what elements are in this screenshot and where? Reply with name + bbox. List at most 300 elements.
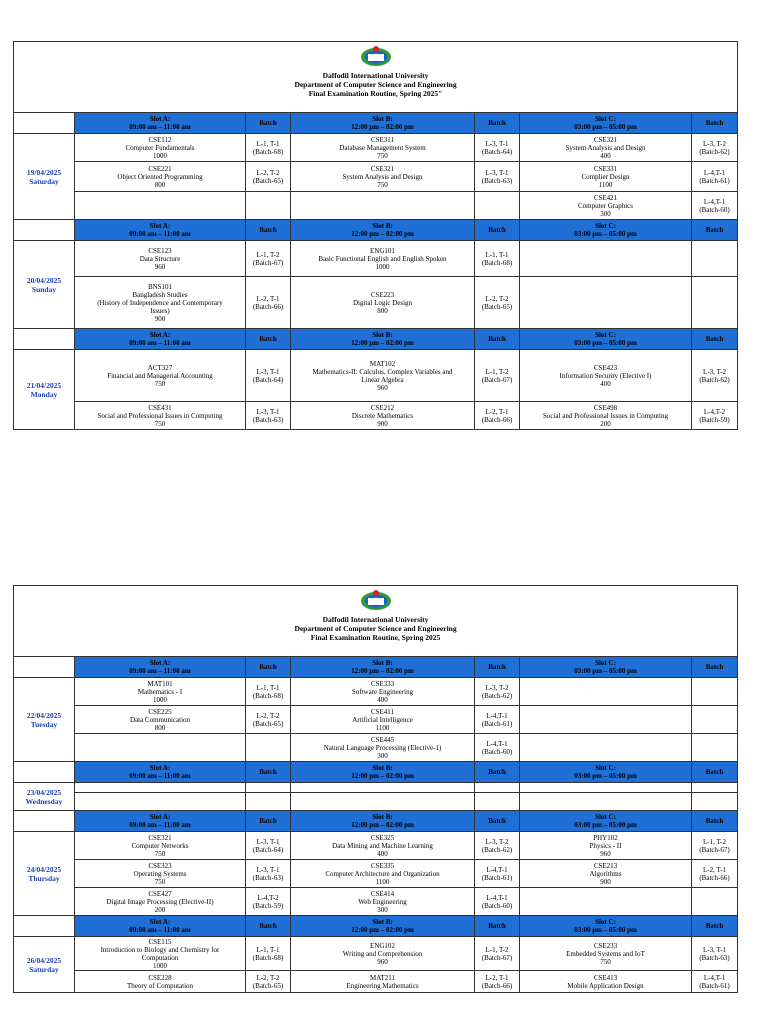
- batch-line: L-1, T-2: [256, 250, 280, 259]
- batch-cell: [475, 832, 520, 860]
- slot-label: Slot B:: [372, 764, 393, 772]
- course-line: Financial and Managerial Accounting: [107, 371, 213, 380]
- course-cell: [291, 350, 475, 402]
- batch-cell: [246, 162, 291, 192]
- course-line: CSE321: [370, 164, 395, 173]
- course-cell: [291, 678, 475, 706]
- exam-row: [14, 937, 738, 971]
- course-line: Mathematics - I: [137, 687, 183, 696]
- slot-time: 03:00 pm – 05:00 pm: [574, 339, 637, 347]
- exam-row: [14, 793, 738, 811]
- slot-time: 03:00 pm – 05:00 pm: [574, 230, 637, 238]
- batch-cell: [246, 277, 291, 329]
- batch-header: [475, 329, 520, 350]
- exam-date-cell: [14, 134, 75, 220]
- exam-date: 24/04/2025: [26, 864, 62, 874]
- batch-header: [475, 916, 520, 937]
- course-line: 750: [600, 957, 611, 966]
- exam-date-cell: [14, 937, 75, 993]
- slot-time: 09:00 am – 11:00 am: [129, 123, 191, 131]
- course-cell: [75, 706, 246, 734]
- slot-time: 03:00 pm – 05:00 pm: [574, 667, 637, 675]
- course-line: Basic Functional English and English Spoken: [318, 254, 447, 263]
- course-cell: [291, 860, 475, 888]
- slot-b-header: [291, 329, 475, 350]
- slot-label: Slot B:: [372, 115, 393, 123]
- header-block: [14, 42, 738, 113]
- batch-header-label: Batch: [488, 226, 506, 234]
- batch-cell: [692, 860, 738, 888]
- course-cell: [75, 888, 246, 916]
- batch-line: L-3, T-1: [256, 865, 280, 874]
- batch-line: (Batch-66): [481, 415, 513, 424]
- batch-cell: [246, 783, 291, 793]
- course-cell: [291, 783, 475, 793]
- batch-header-label: Batch: [705, 119, 724, 127]
- batch-line: L-3, T-1: [256, 837, 280, 846]
- course-line: CSE325: [370, 833, 395, 842]
- batch-line: L-2, T-1: [703, 865, 726, 874]
- slot-c-header: [520, 916, 692, 937]
- course-line: 400: [600, 379, 611, 388]
- batch-line: (Batch-60): [699, 205, 730, 214]
- course-line: CSE323: [148, 861, 172, 870]
- exam-date-cell: [14, 783, 75, 811]
- course-line: MAT101: [147, 679, 173, 688]
- course-line: CSE421: [593, 193, 618, 202]
- batch-header: [692, 811, 738, 832]
- batch-line: (Batch-62): [699, 375, 730, 384]
- batch-cell: [475, 277, 520, 329]
- batch-line: L-3, T-2: [703, 367, 726, 376]
- batch-cell: [246, 241, 291, 277]
- exam-day: Wednesday: [25, 796, 63, 806]
- course-line: CSE115: [148, 937, 172, 946]
- course-line: (History of Independence and Contemporary: [97, 298, 223, 307]
- batch-line: (Batch-60): [481, 747, 513, 756]
- batch-line: (Batch-68): [252, 953, 284, 962]
- course-line: 1000: [153, 961, 167, 970]
- batch-cell: [246, 860, 291, 888]
- slot-label: Slot C:: [595, 222, 616, 230]
- course-cell: [520, 134, 692, 162]
- course-line: Artificial Intelligence: [352, 715, 413, 724]
- slot-c-header: [520, 220, 692, 241]
- exam-date: 22/04/2025: [26, 710, 62, 720]
- batch-header-label: Batch: [488, 119, 506, 127]
- course-line: Theory of Computation: [126, 981, 194, 990]
- university-logo: [359, 588, 393, 612]
- course-line: CSE228: [148, 973, 172, 982]
- course-line: Physics - II: [589, 841, 622, 850]
- routine-title: Final Examination Routine, Spring 2025: [310, 633, 441, 642]
- course-cell: [75, 134, 246, 162]
- batch-header: [692, 329, 738, 350]
- slot-header-blank: [14, 657, 75, 678]
- exam-row: [14, 678, 738, 706]
- batch-cell: [246, 402, 291, 430]
- routine-page-1: [13, 41, 737, 430]
- batch-line: L-2, T-1: [485, 407, 509, 416]
- course-cell: [520, 277, 692, 329]
- slot-header-row: [14, 220, 738, 241]
- slot-label: Slot C:: [595, 115, 616, 123]
- course-line: 750: [154, 379, 166, 388]
- batch-line: (Batch-65): [252, 176, 284, 185]
- batch-header-label: Batch: [705, 817, 724, 825]
- course-line: CSE431: [148, 403, 172, 412]
- batch-cell: [475, 783, 520, 793]
- batch-line: (Batch-64): [481, 147, 513, 156]
- batch-header: [692, 657, 738, 678]
- batch-header-label: Batch: [705, 226, 724, 234]
- course-line: 400: [600, 151, 611, 160]
- batch-cell: [475, 678, 520, 706]
- course-line: MAT102: [369, 359, 396, 368]
- course-cell: [75, 402, 246, 430]
- course-cell: [520, 162, 692, 192]
- course-line: Engineering Mathematics: [346, 981, 419, 990]
- slot-label: Slot C:: [595, 918, 616, 926]
- course-cell: [75, 192, 246, 220]
- slot-time: 09:00 am – 11:00 am: [129, 821, 191, 829]
- course-cell: [75, 734, 246, 762]
- course-cell: [291, 134, 475, 162]
- slot-b-header: [291, 762, 475, 783]
- batch-line: L-1, T-2: [485, 367, 509, 376]
- batch-line: L-1, T-1: [256, 683, 280, 692]
- batch-line: L-2, T-1: [485, 973, 509, 982]
- course-line: Data Structure: [139, 254, 181, 263]
- slot-time: 03:00 pm – 05:00 pm: [574, 926, 637, 934]
- batch-line: L-3, T-1: [485, 168, 509, 177]
- batch-line: (Batch-67): [699, 845, 730, 854]
- slot-b-header: [291, 811, 475, 832]
- slot-a-header: [75, 811, 246, 832]
- exam-day: Monday: [30, 389, 58, 399]
- course-cell: [520, 793, 692, 811]
- batch-cell: [475, 793, 520, 811]
- course-line: 1000: [375, 262, 390, 271]
- university-name: Daffodil International University: [322, 615, 429, 624]
- batch-header: [692, 113, 738, 134]
- batch-line: L-2, T-2: [256, 711, 280, 720]
- course-line: Complier Design: [581, 172, 630, 181]
- batch-line: L-4,T-1: [703, 168, 726, 177]
- slot-header-row: [14, 916, 738, 937]
- exam-row: [14, 162, 738, 192]
- batch-line: L-4,T-1: [486, 893, 508, 902]
- slot-label: Slot C:: [595, 813, 616, 821]
- batch-line: L-2, T-2: [485, 294, 509, 303]
- routine-table-1: [13, 41, 738, 430]
- routine-page-2: [13, 585, 737, 993]
- batch-line: L-4,T-1: [486, 739, 508, 748]
- course-cell: [520, 860, 692, 888]
- department-name: Department of Computer Science and Engineering: [294, 624, 457, 633]
- batch-cell: [475, 860, 520, 888]
- course-line: 750: [154, 849, 166, 858]
- batch-line: (Batch-65): [252, 719, 284, 728]
- slot-label: Slot B:: [372, 331, 393, 339]
- batch-header-label: Batch: [705, 768, 724, 776]
- batch-header-label: Batch: [488, 335, 506, 343]
- exam-row: [14, 277, 738, 329]
- course-line: 800: [154, 723, 166, 732]
- course-line: Database Management System: [339, 143, 426, 152]
- course-cell: [291, 971, 475, 993]
- batch-line: (Batch-64): [252, 845, 284, 854]
- batch-cell: [692, 971, 738, 993]
- batch-cell: [475, 888, 520, 916]
- course-line: CSE123: [148, 246, 172, 255]
- batch-line: L-4,T-1: [703, 197, 726, 206]
- batch-header: [246, 657, 291, 678]
- course-line: CSE212: [370, 403, 395, 412]
- course-cell: [75, 832, 246, 860]
- course-line: 300: [600, 209, 611, 218]
- batch-line: (Batch-65): [252, 981, 284, 990]
- batch-header-label: Batch: [259, 768, 277, 776]
- course-line: 300: [377, 751, 388, 760]
- batch-cell: [692, 241, 738, 277]
- batch-cell: [475, 134, 520, 162]
- course-line: Computer Networks: [131, 841, 189, 850]
- exam-date-cell: [14, 350, 75, 430]
- batch-line: L-3, T-1: [256, 407, 280, 416]
- batch-line: (Batch-61): [699, 981, 730, 990]
- course-line: Digital Image Processing (Elective-II): [106, 897, 214, 906]
- course-cell: [75, 783, 246, 793]
- course-line: CSE333: [370, 679, 395, 688]
- batch-header: [475, 657, 520, 678]
- slot-header-row: [14, 113, 738, 134]
- batch-line: L-2, T-2: [256, 168, 280, 177]
- slot-a-header: [75, 762, 246, 783]
- batch-header: [246, 220, 291, 241]
- course-line: CSE413: [593, 973, 618, 982]
- exam-date: 26/04/2025: [26, 955, 62, 965]
- slot-time: 03:00 pm – 05:00 pm: [574, 772, 637, 780]
- exam-day: Sunday: [31, 284, 57, 294]
- course-cell: [291, 162, 475, 192]
- batch-header-label: Batch: [705, 663, 724, 671]
- course-line: Bangladesh Studies: [132, 290, 188, 299]
- course-line: 750: [154, 877, 166, 886]
- slot-label: Slot A:: [149, 115, 171, 123]
- course-line: Computer Architecture and Organization: [325, 869, 440, 878]
- batch-line: (Batch-62): [481, 691, 513, 700]
- batch-line: L-4,T-2: [257, 893, 279, 902]
- course-line: CSE321: [593, 135, 618, 144]
- course-line: CSE112: [148, 135, 172, 144]
- batch-cell: [692, 350, 738, 402]
- slot-time: 12:00 pm – 02:00 pm: [351, 667, 414, 675]
- slot-header-blank: [14, 762, 75, 783]
- batch-cell: [475, 937, 520, 971]
- course-cell: [75, 350, 246, 402]
- slot-label: Slot A:: [149, 813, 171, 821]
- slot-a-header: [75, 916, 246, 937]
- batch-cell: [692, 888, 738, 916]
- batch-line: (Batch-65): [481, 302, 513, 311]
- course-line: 900: [154, 314, 166, 323]
- course-cell: [291, 241, 475, 277]
- slot-header-blank: [14, 916, 75, 937]
- course-line: 1100: [598, 180, 613, 189]
- exam-row: [14, 350, 738, 402]
- batch-header-label: Batch: [705, 335, 724, 343]
- slot-a-header: [75, 657, 246, 678]
- course-line: Data Communication: [129, 715, 191, 724]
- course-line: 300: [377, 905, 388, 914]
- batch-line: (Batch-59): [252, 901, 284, 910]
- course-line: 400: [377, 695, 388, 704]
- slot-header-blank: [14, 113, 75, 134]
- batch-cell: [475, 402, 520, 430]
- course-line: 750: [377, 151, 388, 160]
- batch-cell: [475, 350, 520, 402]
- batch-header-label: Batch: [488, 768, 506, 776]
- course-line: 1000: [153, 695, 167, 704]
- course-cell: [291, 888, 475, 916]
- course-line: Discrete Mathematics: [351, 411, 414, 420]
- slot-header-row: [14, 657, 738, 678]
- course-line: CSE331: [593, 164, 618, 173]
- course-line: 1000: [153, 151, 167, 160]
- batch-header: [246, 762, 291, 783]
- batch-line: (Batch-61): [699, 176, 730, 185]
- slot-header-blank: [14, 811, 75, 832]
- slot-a-header: [75, 220, 246, 241]
- exam-row: [14, 860, 738, 888]
- course-line: 1100: [375, 723, 390, 732]
- batch-cell: [475, 706, 520, 734]
- batch-header: [246, 916, 291, 937]
- course-line: ENG101: [370, 246, 395, 255]
- exam-day: Thursday: [28, 873, 60, 883]
- slot-label: Slot B:: [372, 813, 393, 821]
- slot-b-header: [291, 113, 475, 134]
- slot-header-blank: [14, 329, 75, 350]
- batch-line: L-4,T-1: [486, 711, 508, 720]
- course-line: 200: [600, 419, 611, 428]
- batch-line: L-3, T-1: [256, 367, 280, 376]
- exam-date-cell: [14, 832, 75, 916]
- exam-row: [14, 241, 738, 277]
- batch-cell: [246, 971, 291, 993]
- batch-cell: [692, 706, 738, 734]
- course-line: Computer Fundamentals: [125, 143, 195, 152]
- course-cell: [520, 192, 692, 220]
- batch-line: (Batch-68): [481, 258, 513, 267]
- course-line: System Analysis and Design: [565, 143, 646, 152]
- course-cell: [520, 832, 692, 860]
- batch-cell: [692, 937, 738, 971]
- batch-cell: [246, 888, 291, 916]
- batch-line: (Batch-63): [252, 415, 284, 424]
- exam-row: [14, 402, 738, 430]
- batch-cell: [692, 277, 738, 329]
- slot-time: 09:00 am – 11:00 am: [129, 772, 191, 780]
- slot-label: Slot C:: [595, 659, 616, 667]
- course-line: Algorithms: [589, 869, 622, 878]
- batch-header-label: Batch: [488, 922, 506, 930]
- course-line: CSE414: [370, 889, 395, 898]
- batch-header-label: Batch: [259, 663, 277, 671]
- batch-header: [475, 113, 520, 134]
- batch-cell: [246, 678, 291, 706]
- slot-time: 03:00 pm – 05:00 pm: [574, 821, 637, 829]
- batch-header-label: Batch: [488, 663, 506, 671]
- course-line: 400: [377, 849, 388, 858]
- course-line: 200: [154, 905, 166, 914]
- batch-cell: [246, 832, 291, 860]
- course-line: CSE311: [370, 135, 395, 144]
- batch-line: L-3, T-2: [485, 837, 509, 846]
- batch-header: [246, 113, 291, 134]
- exam-date: 23/04/2025: [26, 787, 62, 797]
- course-cell: [75, 241, 246, 277]
- batch-cell: [692, 192, 738, 220]
- batch-line: (Batch-66): [481, 981, 513, 990]
- exam-row: [14, 888, 738, 916]
- batch-header-label: Batch: [259, 226, 277, 234]
- slot-c-header: [520, 329, 692, 350]
- course-cell: [520, 888, 692, 916]
- slot-label: Slot B:: [372, 918, 393, 926]
- batch-header-label: Batch: [705, 922, 724, 930]
- batch-line: L-3, T-2: [703, 139, 726, 148]
- course-line: Writing and Comprehension: [342, 949, 423, 958]
- course-line: System Analysis and Design: [342, 172, 423, 181]
- course-line: PHY102: [593, 833, 618, 842]
- batch-header: [475, 220, 520, 241]
- course-cell: [291, 937, 475, 971]
- batch-header: [692, 916, 738, 937]
- batch-cell: [246, 706, 291, 734]
- batch-line: L-1, T-2: [703, 837, 726, 846]
- batch-cell: [692, 402, 738, 430]
- course-cell: [75, 277, 246, 329]
- batch-line: (Batch-67): [481, 953, 513, 962]
- course-cell: [75, 971, 246, 993]
- course-line: Data Mining and Machine Learning: [332, 841, 433, 850]
- batch-header: [475, 811, 520, 832]
- course-line: Digital Logic Design: [352, 298, 413, 307]
- routine-table-2: [13, 585, 738, 993]
- batch-header: [246, 329, 291, 350]
- course-line: MAT211: [369, 973, 396, 982]
- batch-line: (Batch-64): [252, 375, 284, 384]
- batch-cell: [692, 783, 738, 793]
- course-line: Issues): [150, 306, 170, 315]
- course-line: 800: [377, 306, 388, 315]
- course-line: ENG102: [370, 941, 395, 950]
- course-cell: [75, 793, 246, 811]
- slot-a-header: [75, 113, 246, 134]
- course-line: Object Oriented Programming: [117, 172, 203, 181]
- course-line: ACT327: [147, 363, 173, 372]
- course-line: 900: [377, 419, 388, 428]
- batch-cell: [475, 971, 520, 993]
- batch-line: (Batch-61): [481, 873, 513, 882]
- exam-row: [14, 134, 738, 162]
- slot-time: 12:00 pm – 02:00 pm: [351, 339, 414, 347]
- batch-cell: [246, 134, 291, 162]
- course-line: CSE321: [148, 833, 172, 842]
- header-block: [14, 586, 738, 657]
